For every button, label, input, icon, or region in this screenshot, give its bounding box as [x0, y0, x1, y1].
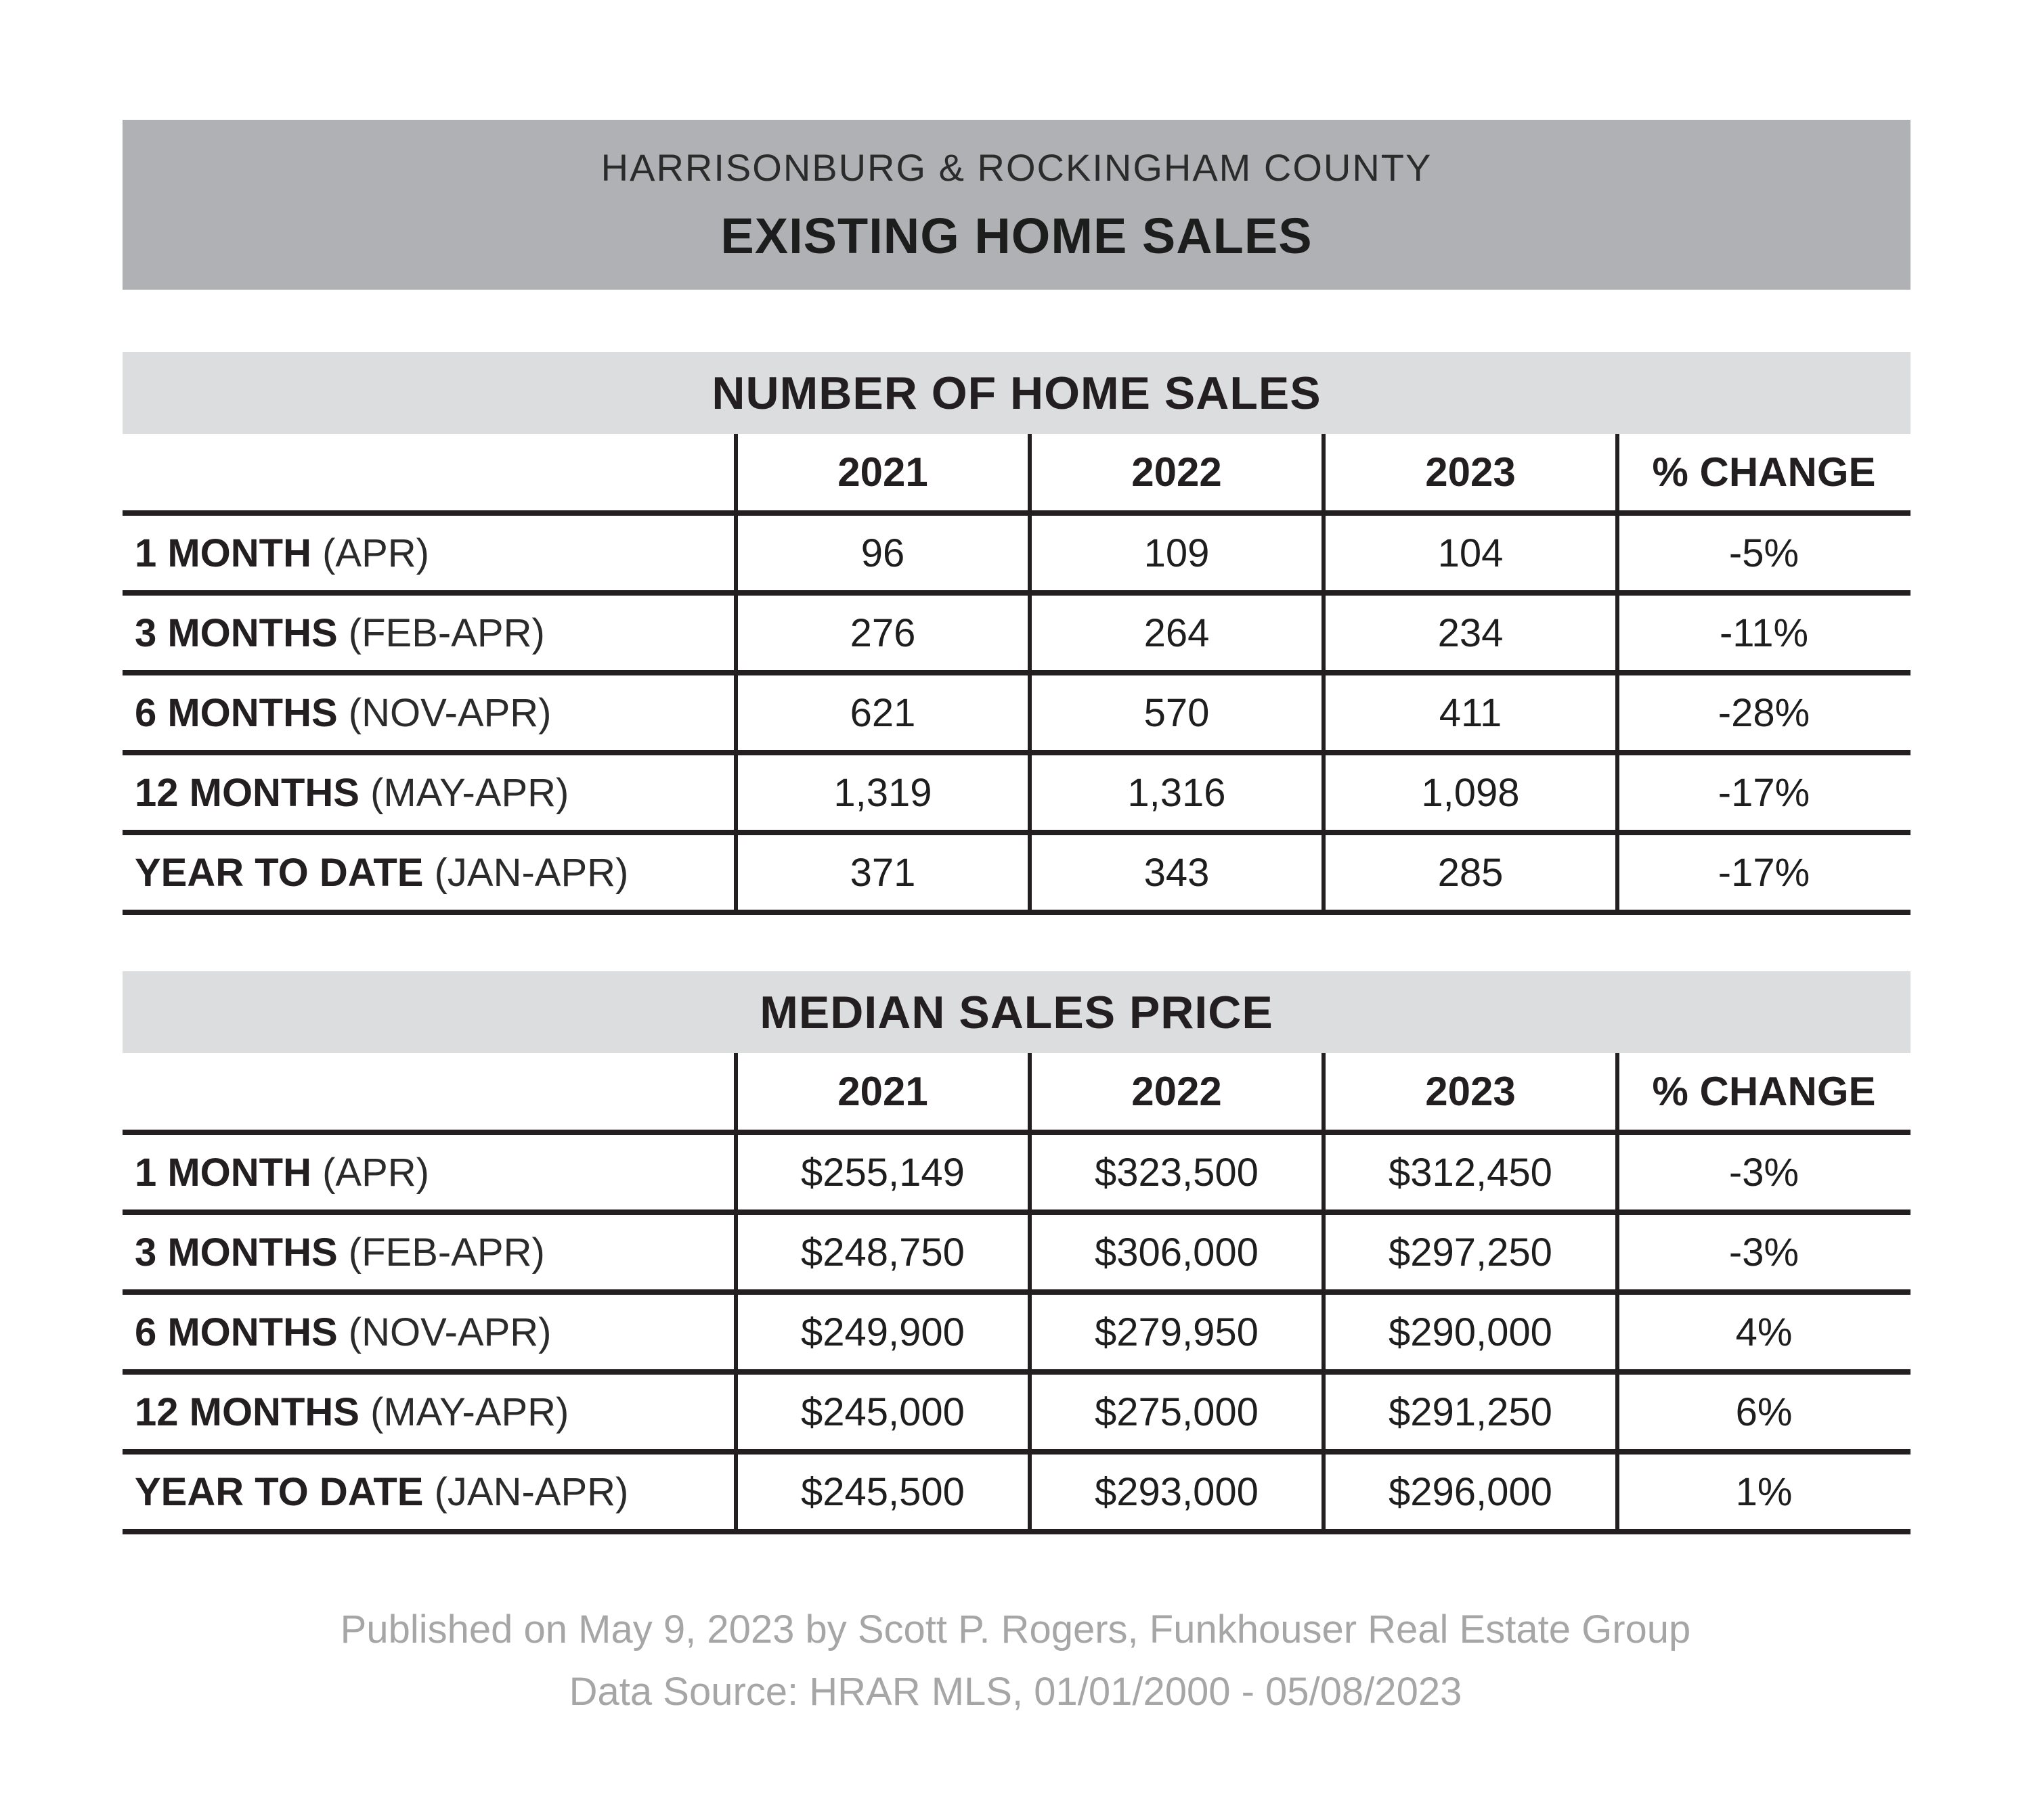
row-label — [123, 596, 736, 670]
percent-change: -28% — [1718, 690, 1810, 735]
row-label-period: (JAN-APR) — [423, 1469, 629, 1514]
percent-change: 4% — [1735, 1310, 1793, 1354]
row-label-main: 12 MONTHS — [135, 1390, 359, 1434]
header-band — [123, 120, 1910, 290]
column-divider — [1322, 434, 1326, 915]
column-header-row — [123, 434, 1910, 516]
percent-change: 6% — [1735, 1390, 1793, 1434]
value-2022: $323,500 — [1095, 1150, 1259, 1195]
column-divider — [1615, 434, 1619, 915]
footer-published-line: Published on May 9, 2023 by Scott P. Rogers, Funkhouser Real Estate Group — [340, 1607, 1691, 1651]
column-header-change: % CHANGE — [1652, 1069, 1876, 1114]
value-2021: 621 — [850, 690, 916, 735]
value-2023: 234 — [1437, 611, 1504, 655]
value-2022: 570 — [1143, 690, 1210, 735]
corner-cell — [123, 434, 736, 510]
median-price-table — [123, 971, 1910, 1534]
value-2021: $249,900 — [801, 1310, 965, 1354]
percent-change: -3% — [1728, 1150, 1799, 1195]
table-title: NUMBER OF HOME SALES — [123, 352, 1910, 434]
percent-change: -11% — [1719, 611, 1809, 655]
row-label — [123, 675, 736, 750]
value-2022: $306,000 — [1095, 1230, 1259, 1274]
report-title: EXISTING HOME SALES — [720, 207, 1313, 264]
value-2023: 104 — [1437, 531, 1504, 575]
value-2023: $291,250 — [1389, 1390, 1552, 1434]
column-divider — [1615, 1053, 1619, 1534]
row-label-period: (NOV-APR) — [337, 690, 552, 735]
column-divider — [734, 1053, 738, 1534]
row-label-main: 6 MONTHS — [135, 690, 338, 735]
column-divider — [734, 434, 738, 915]
column-header-2023: 2023 — [1425, 449, 1516, 495]
value-2023: 411 — [1439, 690, 1502, 735]
value-2022: 343 — [1143, 850, 1210, 895]
value-2023: 1,098 — [1421, 770, 1520, 815]
value-2021: 371 — [850, 850, 916, 895]
footer — [0, 1599, 2031, 1723]
value-2021: $245,000 — [801, 1390, 965, 1434]
percent-change: -17% — [1718, 850, 1810, 895]
value-2023: 285 — [1437, 850, 1504, 895]
percent-change: -17% — [1718, 770, 1810, 815]
row-label — [123, 1215, 736, 1289]
table-row — [123, 835, 1910, 915]
row-label-period: (MAY-APR) — [359, 1390, 569, 1434]
table-row — [123, 1135, 1910, 1215]
value-2022: 1,316 — [1127, 770, 1226, 815]
column-header-row — [123, 1053, 1910, 1135]
corner-cell — [123, 1053, 736, 1130]
column-header-2022: 2022 — [1131, 1069, 1222, 1114]
home-sales-table — [123, 352, 1910, 915]
report-subtitle: HARRISONBURG & ROCKINGHAM COUNTY — [600, 146, 1433, 189]
row-label-main: YEAR TO DATE — [135, 850, 424, 895]
column-header-2021: 2021 — [837, 449, 928, 495]
row-label-main: YEAR TO DATE — [135, 1469, 424, 1514]
table-row — [123, 755, 1910, 835]
row-label-period: (FEB-APR) — [337, 1230, 545, 1274]
value-2023: $297,250 — [1389, 1230, 1552, 1274]
row-label-main: 12 MONTHS — [135, 770, 359, 815]
row-label-main: 1 MONTH — [135, 1150, 311, 1195]
table-row — [123, 675, 1910, 755]
value-2023: $312,450 — [1389, 1150, 1552, 1195]
value-2022: $293,000 — [1095, 1469, 1259, 1514]
row-label — [123, 1375, 736, 1449]
row-label-main: 6 MONTHS — [135, 1310, 338, 1354]
percent-change: -5% — [1728, 531, 1799, 575]
value-2023: $296,000 — [1389, 1469, 1552, 1514]
value-2022: 264 — [1143, 611, 1210, 655]
table-row — [123, 1215, 1910, 1295]
percent-change: 1% — [1735, 1469, 1793, 1514]
value-2021: 96 — [860, 531, 905, 575]
row-label-period: (NOV-APR) — [337, 1310, 552, 1354]
row-label-period: (MAY-APR) — [359, 770, 569, 815]
table-row — [123, 516, 1910, 596]
value-2021: 276 — [850, 611, 916, 655]
table-row — [123, 1295, 1910, 1375]
table-title: MEDIAN SALES PRICE — [123, 971, 1910, 1053]
row-label-main: 1 MONTH — [135, 531, 311, 575]
value-2021: $255,149 — [801, 1150, 965, 1195]
row-label-period: (FEB-APR) — [337, 611, 545, 655]
column-divider — [1028, 1053, 1032, 1534]
value-2022: $275,000 — [1095, 1390, 1259, 1434]
row-label — [123, 1455, 736, 1529]
column-header-2022: 2022 — [1131, 449, 1222, 495]
row-label-period: (APR) — [311, 1150, 429, 1195]
row-label-period: (JAN-APR) — [423, 850, 629, 895]
value-2021: $248,750 — [801, 1230, 965, 1274]
column-header-2021: 2021 — [837, 1069, 928, 1114]
row-label-main: 3 MONTHS — [135, 1230, 338, 1274]
row-label-main: 3 MONTHS — [135, 611, 338, 655]
row-label-period: (APR) — [311, 531, 429, 575]
value-2022: $279,950 — [1095, 1310, 1259, 1354]
footer-data-source-line: Data Source: HRAR MLS, 01/01/2000 - 05/08/2023 — [569, 1670, 1462, 1714]
value-2021: 1,319 — [833, 770, 932, 815]
value-2021: $245,500 — [801, 1469, 965, 1514]
row-label — [123, 1295, 736, 1369]
row-label — [123, 1135, 736, 1209]
row-label — [123, 755, 736, 830]
table-row — [123, 596, 1910, 675]
row-label — [123, 516, 736, 590]
column-divider — [1028, 434, 1032, 915]
value-2022: 109 — [1143, 531, 1210, 575]
value-2023: $290,000 — [1389, 1310, 1552, 1354]
table-row — [123, 1375, 1910, 1455]
column-header-2023: 2023 — [1425, 1069, 1516, 1114]
column-divider — [1322, 1053, 1326, 1534]
column-header-change: % CHANGE — [1652, 449, 1876, 495]
table-row — [123, 1455, 1910, 1534]
percent-change: -3% — [1728, 1230, 1799, 1274]
row-label — [123, 835, 736, 910]
